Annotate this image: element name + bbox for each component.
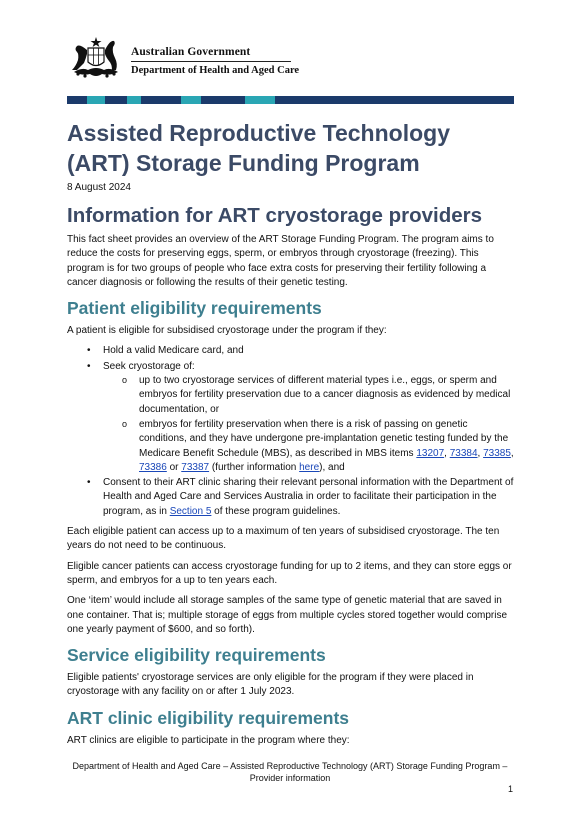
main-heading: Information for ART cryostorage providers — [67, 204, 482, 227]
patient-eligibility-heading: Patient eligibility requirements — [67, 298, 322, 319]
mbs-item-link-73384[interactable]: 73384 — [449, 447, 478, 459]
list-item-text: Hold a valid Medicare card, and — [103, 345, 244, 357]
document-body — [67, 118, 517, 754]
list-item-text: Seek cryostorage of: — [103, 360, 195, 372]
patient-eligibility-list — [67, 344, 517, 519]
clinic-eligibility-text: ART clinics are eligible to participate in the program where they: — [67, 734, 350, 746]
sub-list-item: o embryos for fertility preservation when there is a risk of passing on genetic conditions, and they have undergone pre-implantation genetic testing funded by the Medicare Benefit Schedule (MBS), as described in MBS items 13207, 73384, 73385, 73386 or 73387 (further information here), and — [139, 418, 517, 475]
clinic-eligibility-heading: ART clinic eligibility requirements — [67, 707, 350, 728]
mbs-item-link-13207[interactable]: 13207 — [416, 447, 445, 459]
intro-paragraph: This fact sheet provides an overview of the ART Storage Funding Program. The program aims to reduce the costs for preserving eggs, sperm, or embryos through cryostorage (freezing). This program is for two groups of people who face extra costs for preserving their fertility following a cancer diagnosis or following the results of their genetic testing. — [67, 234, 494, 288]
page-number: 1 — [508, 784, 514, 794]
here-link[interactable]: here — [299, 461, 320, 473]
cancer-items-paragraph: Eligible cancer patients can access cryostorage funding for up to 2 items, and they can store eggs or sperm, and embryos for a up to ten years each. — [67, 560, 512, 586]
brand-divider — [131, 61, 291, 62]
sub-list — [103, 374, 517, 475]
department-name: Department of Health and Aged Care — [131, 65, 300, 76]
sub-list-item-end: ), and — [319, 461, 345, 473]
further-info-text: (further information — [209, 461, 300, 473]
patient-eligibility-lead: A patient is eligible for subsidised cryostorage under the program if they: — [67, 325, 387, 337]
service-eligibility-heading: Service eligibility requirements — [67, 645, 326, 666]
list-item — [103, 344, 517, 358]
header-stripe — [67, 96, 514, 104]
list-item-text: Consent to their ART clinic sharing their relevant personal information with the Department of Health and Aged Care and Services Australia in order to facilitate their participation in the program, as in — [103, 477, 514, 517]
list-item — [103, 360, 517, 475]
government-name: Australian Government — [131, 46, 251, 58]
section-5-link[interactable]: Section 5 — [169, 505, 212, 517]
publication-date: 8 August 2024 — [67, 182, 131, 193]
mbs-item-link-73387[interactable]: 73387 — [181, 461, 210, 473]
or-text: or — [166, 461, 182, 473]
sub-list-item-text: up to two cryostorage services of different material types i.e., eggs, or sperm and embryos for fertility preservation due to a cancer diagnosis as evidenced by medical documentation, or — [139, 375, 511, 415]
page-footer: Department of Health and Aged Care – Assisted Reproductive Technology (ART) Storage Funding Program – Provider information — [72, 761, 508, 783]
list-item — [103, 476, 517, 519]
sub-list-item-text: embryos for fertility preservation when there is a risk of passing on genetic conditions, and they have undergone pre-implantation genetic testing funded by the Medicare Benefit Schedule (MBS), as described in MBS items — [139, 418, 509, 459]
mbs-item-link-73385[interactable]: 73385 — [483, 447, 511, 459]
coat-of-arms-logo — [68, 36, 124, 80]
service-eligibility-text: Eligible patients' cryostorage services are only eligible for the program if they were placed in cryostorage with any facility on or after 1 July 2023. — [67, 672, 474, 698]
item-definition-paragraph: One ‘item’ would include all storage samples of the same type of genetic material that are saved in one container. That is; multiple storage of eggs from multiple cycles stored together would comprise one yearly payment of $600, and so forth). — [67, 595, 508, 635]
sub-list-item — [139, 374, 517, 417]
mbs-item-link-73386[interactable]: 73386 — [139, 461, 167, 473]
duration-paragraph: Each eligible patient can access up to a maximum of ten years of subsidised cryostorage. The ten years do not need to be continuous. — [67, 526, 500, 552]
list-item-end: of these program guidelines. — [211, 505, 341, 517]
document-title: Assisted Reproductive Technology (ART) Storage Funding Program — [67, 120, 450, 176]
government-brand — [131, 46, 299, 76]
